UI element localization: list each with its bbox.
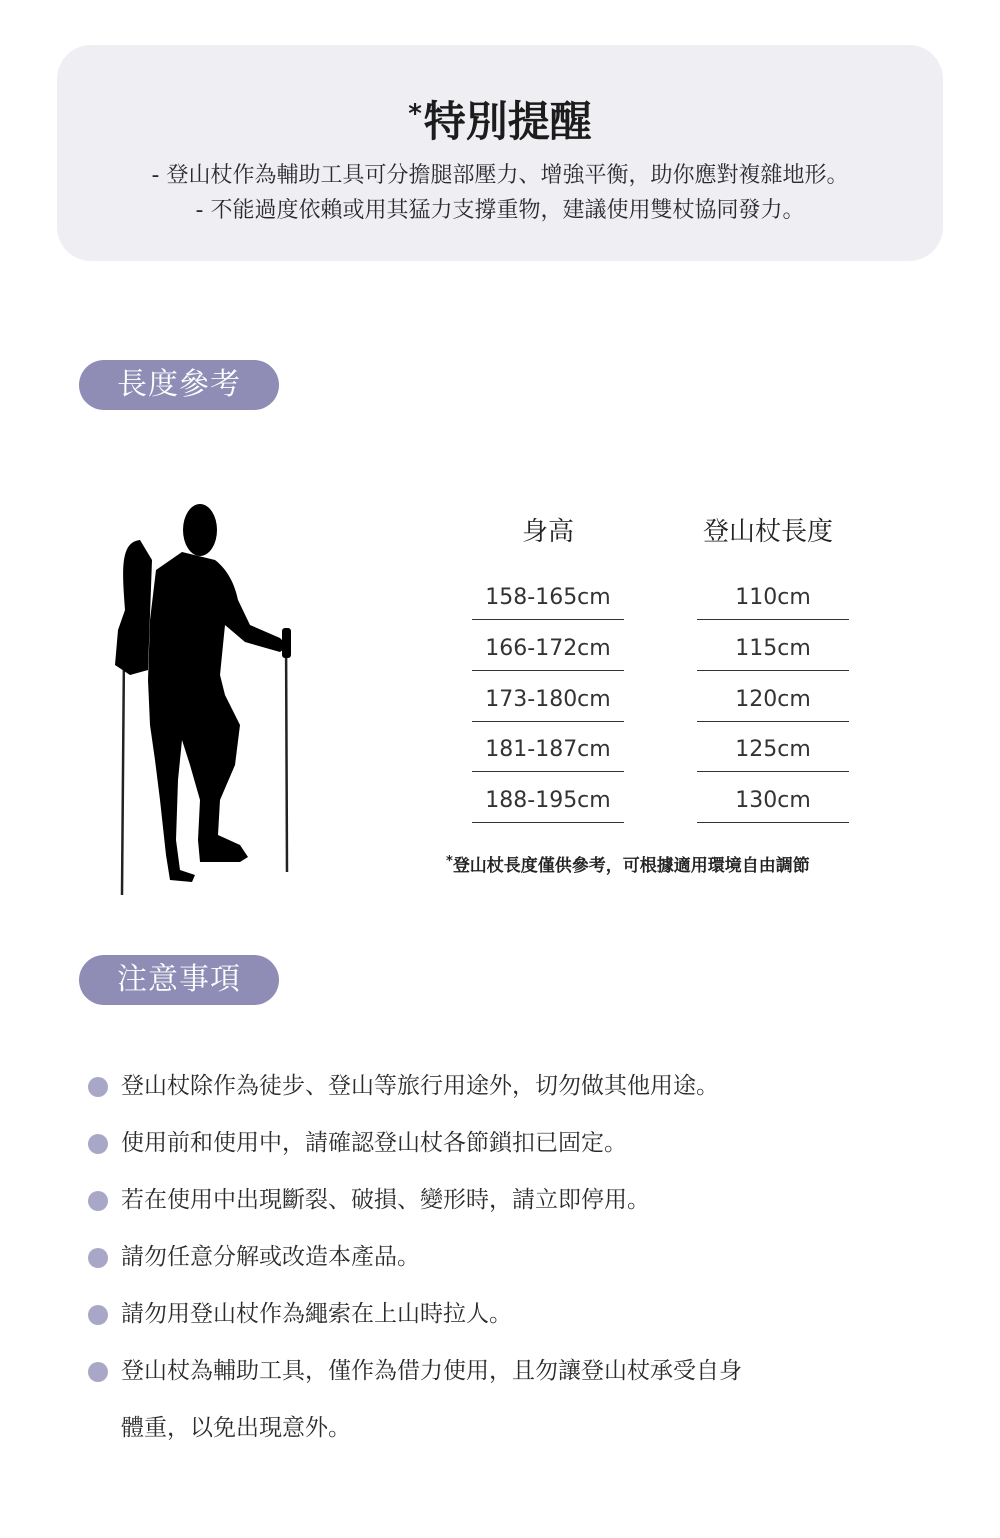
pole-length-cell: 125cm bbox=[697, 732, 849, 772]
bullet-dot-icon bbox=[88, 1191, 108, 1211]
list-item-text: 登山杖為輔助工具，僅作為借力使用，且勿讓登山杖承受自身 bbox=[121, 1358, 742, 1384]
reminder-title-text: 特別提醒 bbox=[423, 97, 592, 146]
reminder-star: * bbox=[408, 99, 422, 129]
list-item-text: 使用前和使用中，請確認登山杖各節鎖扣已固定。 bbox=[121, 1130, 627, 1156]
reminder-box bbox=[57, 45, 943, 261]
height-cell: 173-180cm bbox=[472, 682, 624, 722]
pole-length-cell: 130cm bbox=[697, 783, 849, 823]
bullet-dot-icon bbox=[88, 1248, 108, 1268]
pole-length-cell: 115cm bbox=[697, 631, 849, 671]
list-item-text: 若在使用中出現斷裂、破損、變形時，請立即停用。 bbox=[121, 1187, 650, 1213]
bullet-dot-icon bbox=[88, 1305, 108, 1325]
height-column-header: 身高 bbox=[521, 517, 574, 547]
reminder-title bbox=[57, 87, 943, 149]
reminder-line-2: - 不能過度依賴或用其猛力支撐重物，建議使用雙杖協同發力。 bbox=[195, 198, 805, 223]
pole-length-cell: 110cm bbox=[697, 580, 849, 620]
height-cell: 166-172cm bbox=[472, 631, 624, 671]
reminder-line-1: - 登山杖作為輔助工具可分擔腿部壓力、增強平衡，助你應對複雜地形。 bbox=[151, 163, 849, 188]
length-reference-label: 長度參考 bbox=[79, 360, 279, 410]
bullet-dot-icon bbox=[88, 1362, 108, 1382]
list-item-text: 體重，以免出現意外。 bbox=[121, 1415, 351, 1441]
bullet-dot-icon bbox=[88, 1134, 108, 1154]
pole-length-column-header: 登山杖長度 bbox=[702, 517, 833, 547]
precautions-label: 注意事項 bbox=[79, 955, 279, 1005]
disclaimer-text: 登山杖長度僅供參考，可根據適用環境自由調節 bbox=[452, 856, 810, 876]
disclaimer-star: * bbox=[446, 854, 453, 869]
length-disclaimer bbox=[446, 850, 810, 878]
height-cell: 181-187cm bbox=[472, 732, 624, 772]
hiker-silhouette-icon bbox=[100, 500, 310, 900]
list-item-text: 請勿任意分解或改造本產品。 bbox=[121, 1244, 420, 1270]
height-cell: 188-195cm bbox=[472, 783, 624, 823]
list-item-text: 登山杖除作為徒步、登山等旅行用途外，切勿做其他用途。 bbox=[121, 1073, 719, 1099]
bullet-dot-icon bbox=[88, 1077, 108, 1097]
height-cell: 158-165cm bbox=[472, 580, 624, 620]
pole-length-cell: 120cm bbox=[697, 682, 849, 722]
list-item-text: 請勿用登山杖作為繩索在上山時拉人。 bbox=[121, 1301, 512, 1327]
